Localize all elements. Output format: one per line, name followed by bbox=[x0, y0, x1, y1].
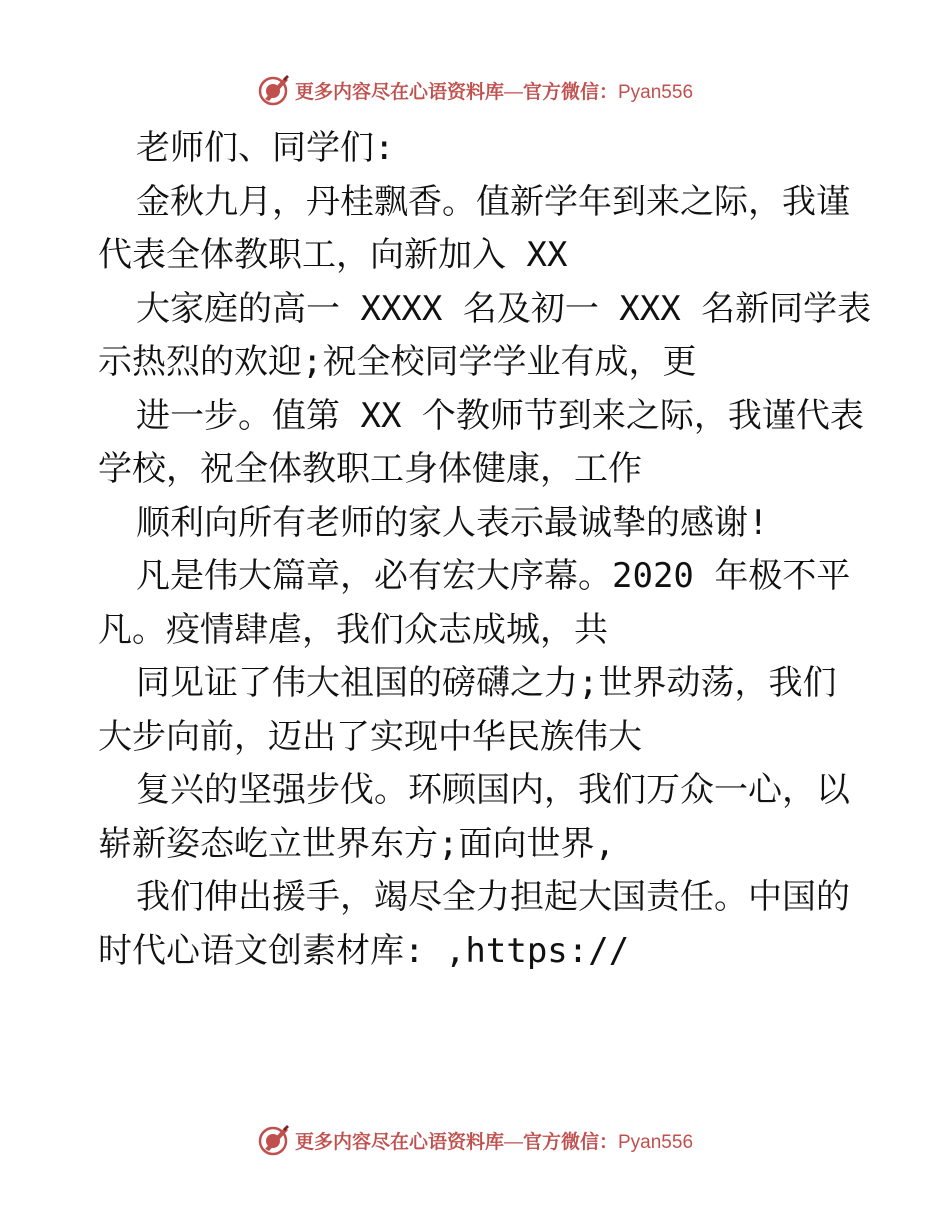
header-banner-text bbox=[295, 77, 693, 104]
paragraph-line: 复兴的坚强步伐。环顾国内，我们万众一心，以 bbox=[136, 770, 850, 810]
header-banner bbox=[0, 70, 950, 110]
paragraph-line: 学校，祝全体教职工身体健康，工作 bbox=[98, 449, 642, 489]
header-banner-id: Pyan556 bbox=[618, 81, 694, 103]
paragraph-line: 顺利向所有老师的家人表示最诚挚的感谢! bbox=[136, 502, 769, 543]
header-banner-inner bbox=[257, 73, 693, 107]
paragraph-line: 时代心语文创素材库: ,https:// bbox=[98, 930, 630, 971]
paragraph-line: 同见证了伟大祖国的磅礴之力;世界动荡，我们 bbox=[136, 663, 837, 703]
header-banner-wechat: 官方微信： bbox=[522, 80, 618, 103]
footer-banner-text bbox=[295, 1127, 693, 1154]
paragraph-line: 我们伸出援手，竭尽全力担起大国责任。中国的 bbox=[136, 877, 850, 917]
footer-banner-main: 更多内容尽在心语资料库 bbox=[294, 1130, 504, 1153]
quill-pen-logo-icon bbox=[257, 73, 291, 107]
paragraph-line: 崭新姿态屹立世界东方;面向世界, bbox=[98, 823, 615, 864]
footer-banner-inner bbox=[257, 1123, 693, 1157]
paragraph-line: 老师们、同学们: bbox=[136, 128, 395, 168]
paragraph-line: 凡。疫情肆虐，我们众志成城，共 bbox=[98, 609, 608, 650]
paragraph-line: 大家庭的高一 XXXX 名及初一 XXX 名新同学表 bbox=[136, 288, 872, 329]
header-banner-main: 更多内容尽在心语资料库 bbox=[294, 80, 504, 103]
paragraph-line: 大步向前，迈出了实现中华民族伟大 bbox=[98, 716, 642, 757]
footer-banner-dash: — bbox=[503, 1131, 523, 1153]
document-body bbox=[98, 122, 872, 978]
paragraph-line: 金秋九月，丹桂飘香。值新学年到来之际，我谨 bbox=[136, 181, 850, 222]
footer-banner-id: Pyan556 bbox=[618, 1131, 694, 1153]
footer-banner bbox=[0, 1120, 950, 1160]
quill-pen-logo-icon bbox=[257, 1123, 291, 1157]
paragraph-line: 代表全体教职工，向新加入 XX bbox=[98, 235, 568, 275]
header-banner-dash: — bbox=[503, 81, 523, 103]
footer-banner-wechat: 官方微信： bbox=[522, 1130, 618, 1153]
paragraph-line: 凡是伟大篇章，必有宏大序幕。2020 年极不平 bbox=[136, 556, 851, 596]
paragraph-line: 示热烈的欢迎;祝全校同学学业有成，更 bbox=[98, 342, 697, 382]
paragraph-line: 进一步。值第 XX 个教师节到来之际，我谨代表 bbox=[136, 395, 864, 436]
